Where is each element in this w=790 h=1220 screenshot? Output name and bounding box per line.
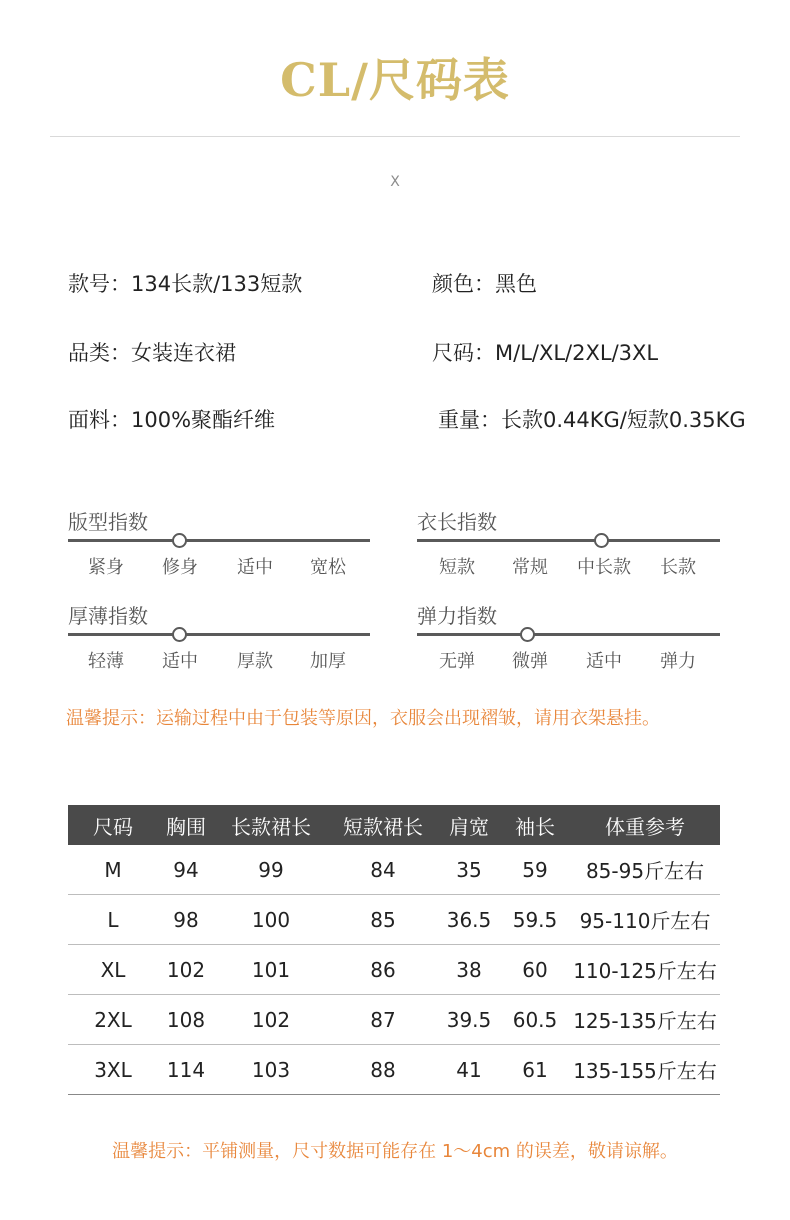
scale-label: 中长款 [577, 557, 631, 578]
cell-sleeve: 59.5 [500, 895, 570, 945]
scale-track [417, 633, 720, 636]
cell-bust: 114 [158, 1045, 214, 1095]
table-header-row [68, 805, 720, 845]
table-row [68, 995, 720, 1045]
cell-weight: 95-110斤左右 [570, 895, 720, 945]
table-row [68, 895, 720, 945]
cell-bust: 108 [158, 995, 214, 1045]
cell-sleeve: 60.5 [500, 995, 570, 1045]
scale-label: 微弹 [512, 651, 548, 672]
scale-track [417, 539, 720, 542]
info-style-no: 款号：134长款/133短款 [68, 272, 303, 296]
scale-knob [594, 533, 609, 548]
cell-size: 2XL [68, 995, 158, 1045]
col-long-length-header: 长款裙长 [214, 805, 328, 845]
scale-label: 无弹 [439, 651, 475, 672]
cell-long-length: 101 [214, 945, 328, 995]
cell-weight: 125-135斤左右 [570, 995, 720, 1045]
scale-label: 轻薄 [88, 651, 124, 672]
cell-shoulder: 38 [438, 945, 500, 995]
scale-label: 适中 [586, 651, 622, 672]
scale-label: 适中 [162, 651, 198, 672]
cell-long-length: 102 [214, 995, 328, 1045]
col-sleeve-header: 袖长 [500, 805, 570, 845]
cell-short-length: 87 [328, 995, 438, 1045]
col-weight-header: 体重参考 [570, 805, 720, 845]
scale-label: 短款 [439, 557, 475, 578]
cell-shoulder: 35 [438, 845, 500, 895]
cell-short-length: 85 [328, 895, 438, 945]
cell-shoulder: 39.5 [438, 995, 500, 1045]
scale-label: 常规 [512, 557, 548, 578]
scale-label: 修身 [162, 557, 198, 578]
scale-label: 弹力 [660, 651, 696, 672]
scale-knob [172, 627, 187, 642]
cell-short-length: 86 [328, 945, 438, 995]
cell-bust: 94 [158, 845, 214, 895]
scale-label: 紧身 [88, 557, 124, 578]
cell-weight: 85-95斤左右 [570, 845, 720, 895]
scale-label: 宽松 [310, 557, 346, 578]
col-shoulder-header: 肩宽 [438, 805, 500, 845]
cell-weight: 135-155斤左右 [570, 1045, 720, 1095]
cell-size: 3XL [68, 1045, 158, 1095]
col-size-header: 尺码 [68, 805, 158, 845]
table-row [68, 945, 720, 995]
scale-title: 弹力指数 [417, 604, 497, 628]
scale-knob [172, 533, 187, 548]
cell-sleeve: 60 [500, 945, 570, 995]
close-icon[interactable]: X [390, 174, 400, 190]
cell-size: L [68, 895, 158, 945]
info-category: 品类：女装连衣裙 [68, 341, 236, 365]
cell-long-length: 103 [214, 1045, 328, 1095]
table-row [68, 845, 720, 895]
cell-size: XL [68, 945, 158, 995]
cell-long-length: 99 [214, 845, 328, 895]
page-title: CL/尺码表 [280, 53, 510, 107]
cell-short-length: 84 [328, 845, 438, 895]
cell-sleeve: 59 [500, 845, 570, 895]
scale-track [68, 633, 370, 636]
scale-title: 衣长指数 [417, 510, 497, 534]
col-bust-header: 胸围 [158, 805, 214, 845]
cell-bust: 98 [158, 895, 214, 945]
cell-shoulder: 36.5 [438, 895, 500, 945]
cell-sleeve: 61 [500, 1045, 570, 1095]
scale-label: 长款 [660, 557, 696, 578]
table-row [68, 1045, 720, 1095]
cell-bust: 102 [158, 945, 214, 995]
info-weight: 重量：长款0.44KG/短款0.35KG [438, 408, 746, 432]
scale-knob [520, 627, 535, 642]
scale-label: 适中 [237, 557, 273, 578]
title-divider [50, 136, 740, 137]
scale-track [68, 539, 370, 542]
scale-title: 厚薄指数 [68, 604, 148, 628]
info-color: 颜色：黑色 [432, 272, 537, 296]
cell-long-length: 100 [214, 895, 328, 945]
cell-shoulder: 41 [438, 1045, 500, 1095]
cell-short-length: 88 [328, 1045, 438, 1095]
scale-label: 厚款 [237, 651, 273, 672]
size-table [68, 805, 720, 1095]
measurement-tip: 温馨提示：平铺测量，尺寸数据可能存在 1～4cm 的误差，敬请谅解。 [112, 1141, 678, 1162]
scale-label: 加厚 [310, 651, 346, 672]
cell-weight: 110-125斤左右 [570, 945, 720, 995]
col-short-length-header: 短款裙长 [328, 805, 438, 845]
shipping-tip: 温馨提示：运输过程中由于包装等原因，衣服会出现褶皱，请用衣架悬挂。 [66, 708, 660, 729]
scale-title: 版型指数 [68, 510, 148, 534]
info-fabric: 面料：100%聚酯纤维 [68, 408, 276, 432]
cell-size: M [68, 845, 158, 895]
info-sizes: 尺码：M/L/XL/2XL/3XL [432, 341, 659, 365]
